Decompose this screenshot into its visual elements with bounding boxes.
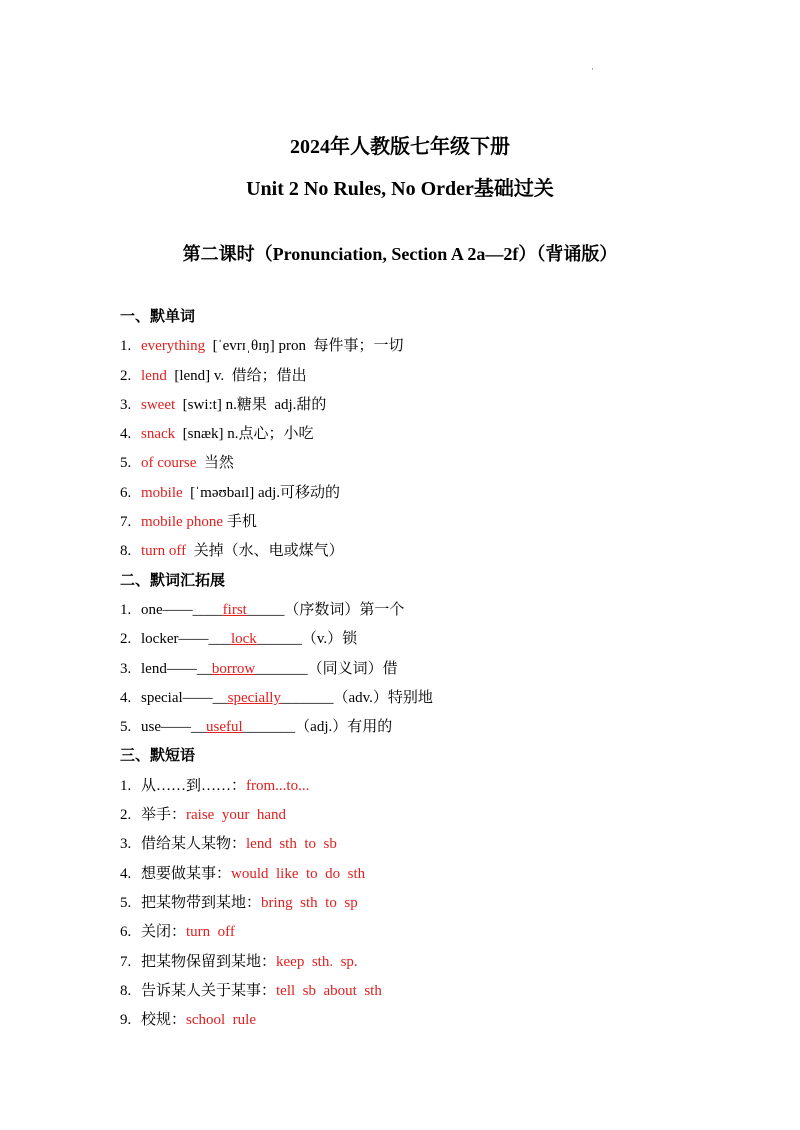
list-item (120, 772, 740, 801)
phrase-chinese: 举手： (141, 807, 187, 824)
list-item (120, 537, 740, 566)
word-definition: [ˈməʊbaɪl] adj.可移动的 (182, 484, 341, 501)
word-definition: 手机 (223, 514, 257, 531)
blank-left: ___ (208, 631, 231, 648)
phrase-english: school rule (186, 1012, 256, 1029)
word-list (120, 332, 740, 566)
phrase-chinese: 把某物保留到某地： (141, 953, 277, 970)
item-number: 1. (120, 777, 132, 794)
item-number: 9. (120, 1012, 132, 1029)
word-hint: （序数词）第一个 (284, 601, 405, 618)
prompt-word: one—— (141, 601, 193, 618)
blank-right: _______ (242, 719, 296, 736)
blank-right: _______ (280, 689, 334, 706)
list-item (120, 684, 740, 713)
list-item (120, 713, 740, 742)
item-number: 1. (120, 601, 132, 618)
answer-word: snack (141, 426, 176, 443)
phrase-chinese: 把某物带到某地： (141, 894, 262, 911)
phrase-chinese: 借给某人某物： (141, 836, 247, 853)
item-number: 6. (120, 924, 132, 941)
prompt-word: lend—— (141, 660, 197, 677)
answer-word: mobile (141, 484, 183, 501)
phrase-english: would like to do sth (231, 865, 366, 882)
word-definition: [swi:t] n.糖果 adj.甜的 (175, 396, 327, 413)
item-number: 2. (120, 367, 132, 384)
phrase-chinese: 从……到……： (141, 777, 247, 794)
vocab-extension-list (120, 596, 740, 742)
word-definition: 关掉（水、电或煤气） (186, 543, 344, 560)
list-item (120, 889, 740, 918)
item-number: 4. (120, 865, 132, 882)
prompt-word: use—— (141, 719, 191, 736)
answer-word: borrow (211, 660, 256, 677)
phrase-english: turn off (186, 924, 235, 941)
list-item (120, 977, 740, 1006)
list-item (120, 948, 740, 977)
item-number: 7. (120, 514, 132, 531)
word-hint: （adv.）特别地 (333, 689, 433, 706)
document-title: 2024年人教版七年级下册 (290, 136, 510, 158)
prompt-word: special—— (141, 689, 213, 706)
list-item (120, 362, 740, 391)
answer-word: sweet (141, 396, 176, 413)
item-number: 3. (120, 836, 132, 853)
item-number: 4. (120, 689, 132, 706)
list-item (120, 420, 740, 449)
item-number: 5. (120, 455, 132, 472)
phrase-english: raise your hand (186, 807, 286, 824)
phrase-english: from...to... (246, 777, 310, 794)
answer-word: lock (230, 631, 257, 648)
answer-word: useful (206, 719, 243, 736)
list-item (120, 332, 740, 361)
answer-word: specially (227, 689, 281, 706)
section-heading-phrases: 三、默短语 (120, 748, 196, 765)
list-item (120, 625, 740, 654)
list-item (120, 508, 740, 537)
item-number: 1. (120, 338, 132, 355)
word-hint: （同义词）借 (307, 660, 398, 677)
item-number: 6. (120, 484, 132, 501)
blank-left: ____ (192, 601, 223, 618)
answer-word: mobile phone (141, 514, 224, 531)
blank-right: _____ (246, 601, 285, 618)
blank-right: _______ (255, 660, 308, 677)
item-number: 3. (120, 396, 132, 413)
word-definition: [lend] v. 借给；借出 (166, 367, 307, 384)
phrase-english: tell sb about sth (276, 982, 382, 999)
section-heading-vocab-extension: 二、默词汇拓展 (120, 572, 226, 589)
blank-left: __ (191, 719, 206, 736)
answer-word: everything (141, 338, 206, 355)
list-item (120, 449, 740, 478)
item-number: 8. (120, 982, 132, 999)
word-hint: （v.）锁 (301, 631, 358, 648)
list-item (120, 860, 740, 889)
prompt-word: locker—— (141, 631, 209, 648)
phrase-chinese: 校规： (141, 1012, 187, 1029)
list-item (120, 391, 740, 420)
corner-mark: · (591, 64, 594, 74)
answer-word: turn off (141, 543, 187, 560)
phrase-chinese: 告诉某人关于某事： (141, 982, 277, 999)
list-item (120, 830, 740, 859)
phrase-english: keep sth. sp. (276, 953, 358, 970)
item-number: 3. (120, 660, 132, 677)
section-heading-words: 一、默单词 (120, 309, 196, 325)
phrase-chinese: 关闭： (141, 924, 187, 941)
phrase-english: lend sth to sb (246, 836, 337, 853)
list-item (120, 801, 740, 830)
list-item (120, 596, 740, 625)
item-number: 2. (120, 631, 132, 648)
unit-title: Unit 2 No Rules, No Order基础过关 (246, 178, 554, 200)
blank-left: __ (196, 660, 212, 677)
answer-word: first (222, 601, 247, 618)
item-number: 5. (120, 894, 132, 911)
list-item (120, 1006, 740, 1035)
answer-word: lend (141, 367, 167, 384)
blank-left: __ (212, 689, 228, 706)
item-number: 7. (120, 953, 132, 970)
list-item (120, 918, 740, 947)
blank-right: ______ (256, 631, 302, 648)
word-definition: 当然 (196, 455, 234, 472)
phrase-english: bring sth to sp (261, 894, 358, 911)
list-item (120, 479, 740, 508)
list-item (120, 655, 740, 684)
item-number: 4. (120, 426, 132, 443)
answer-word: of course (141, 455, 197, 472)
item-number: 2. (120, 807, 132, 824)
phrase-list (120, 772, 740, 1036)
item-number: 5. (120, 719, 132, 736)
item-number: 8. (120, 543, 132, 560)
content (120, 303, 740, 1035)
word-hint: （adj.）有用的 (295, 719, 393, 736)
word-definition: [snæk] n.点心；小吃 (175, 426, 314, 443)
lesson-title: 第二课时（Pronunciation, Section A 2a—2f）（背诵版） (182, 244, 618, 264)
phrase-chinese: 想要做某事： (141, 865, 232, 882)
word-definition: [ˈevrɪˌθɪŋ] pron 每件事；一切 (205, 338, 404, 355)
